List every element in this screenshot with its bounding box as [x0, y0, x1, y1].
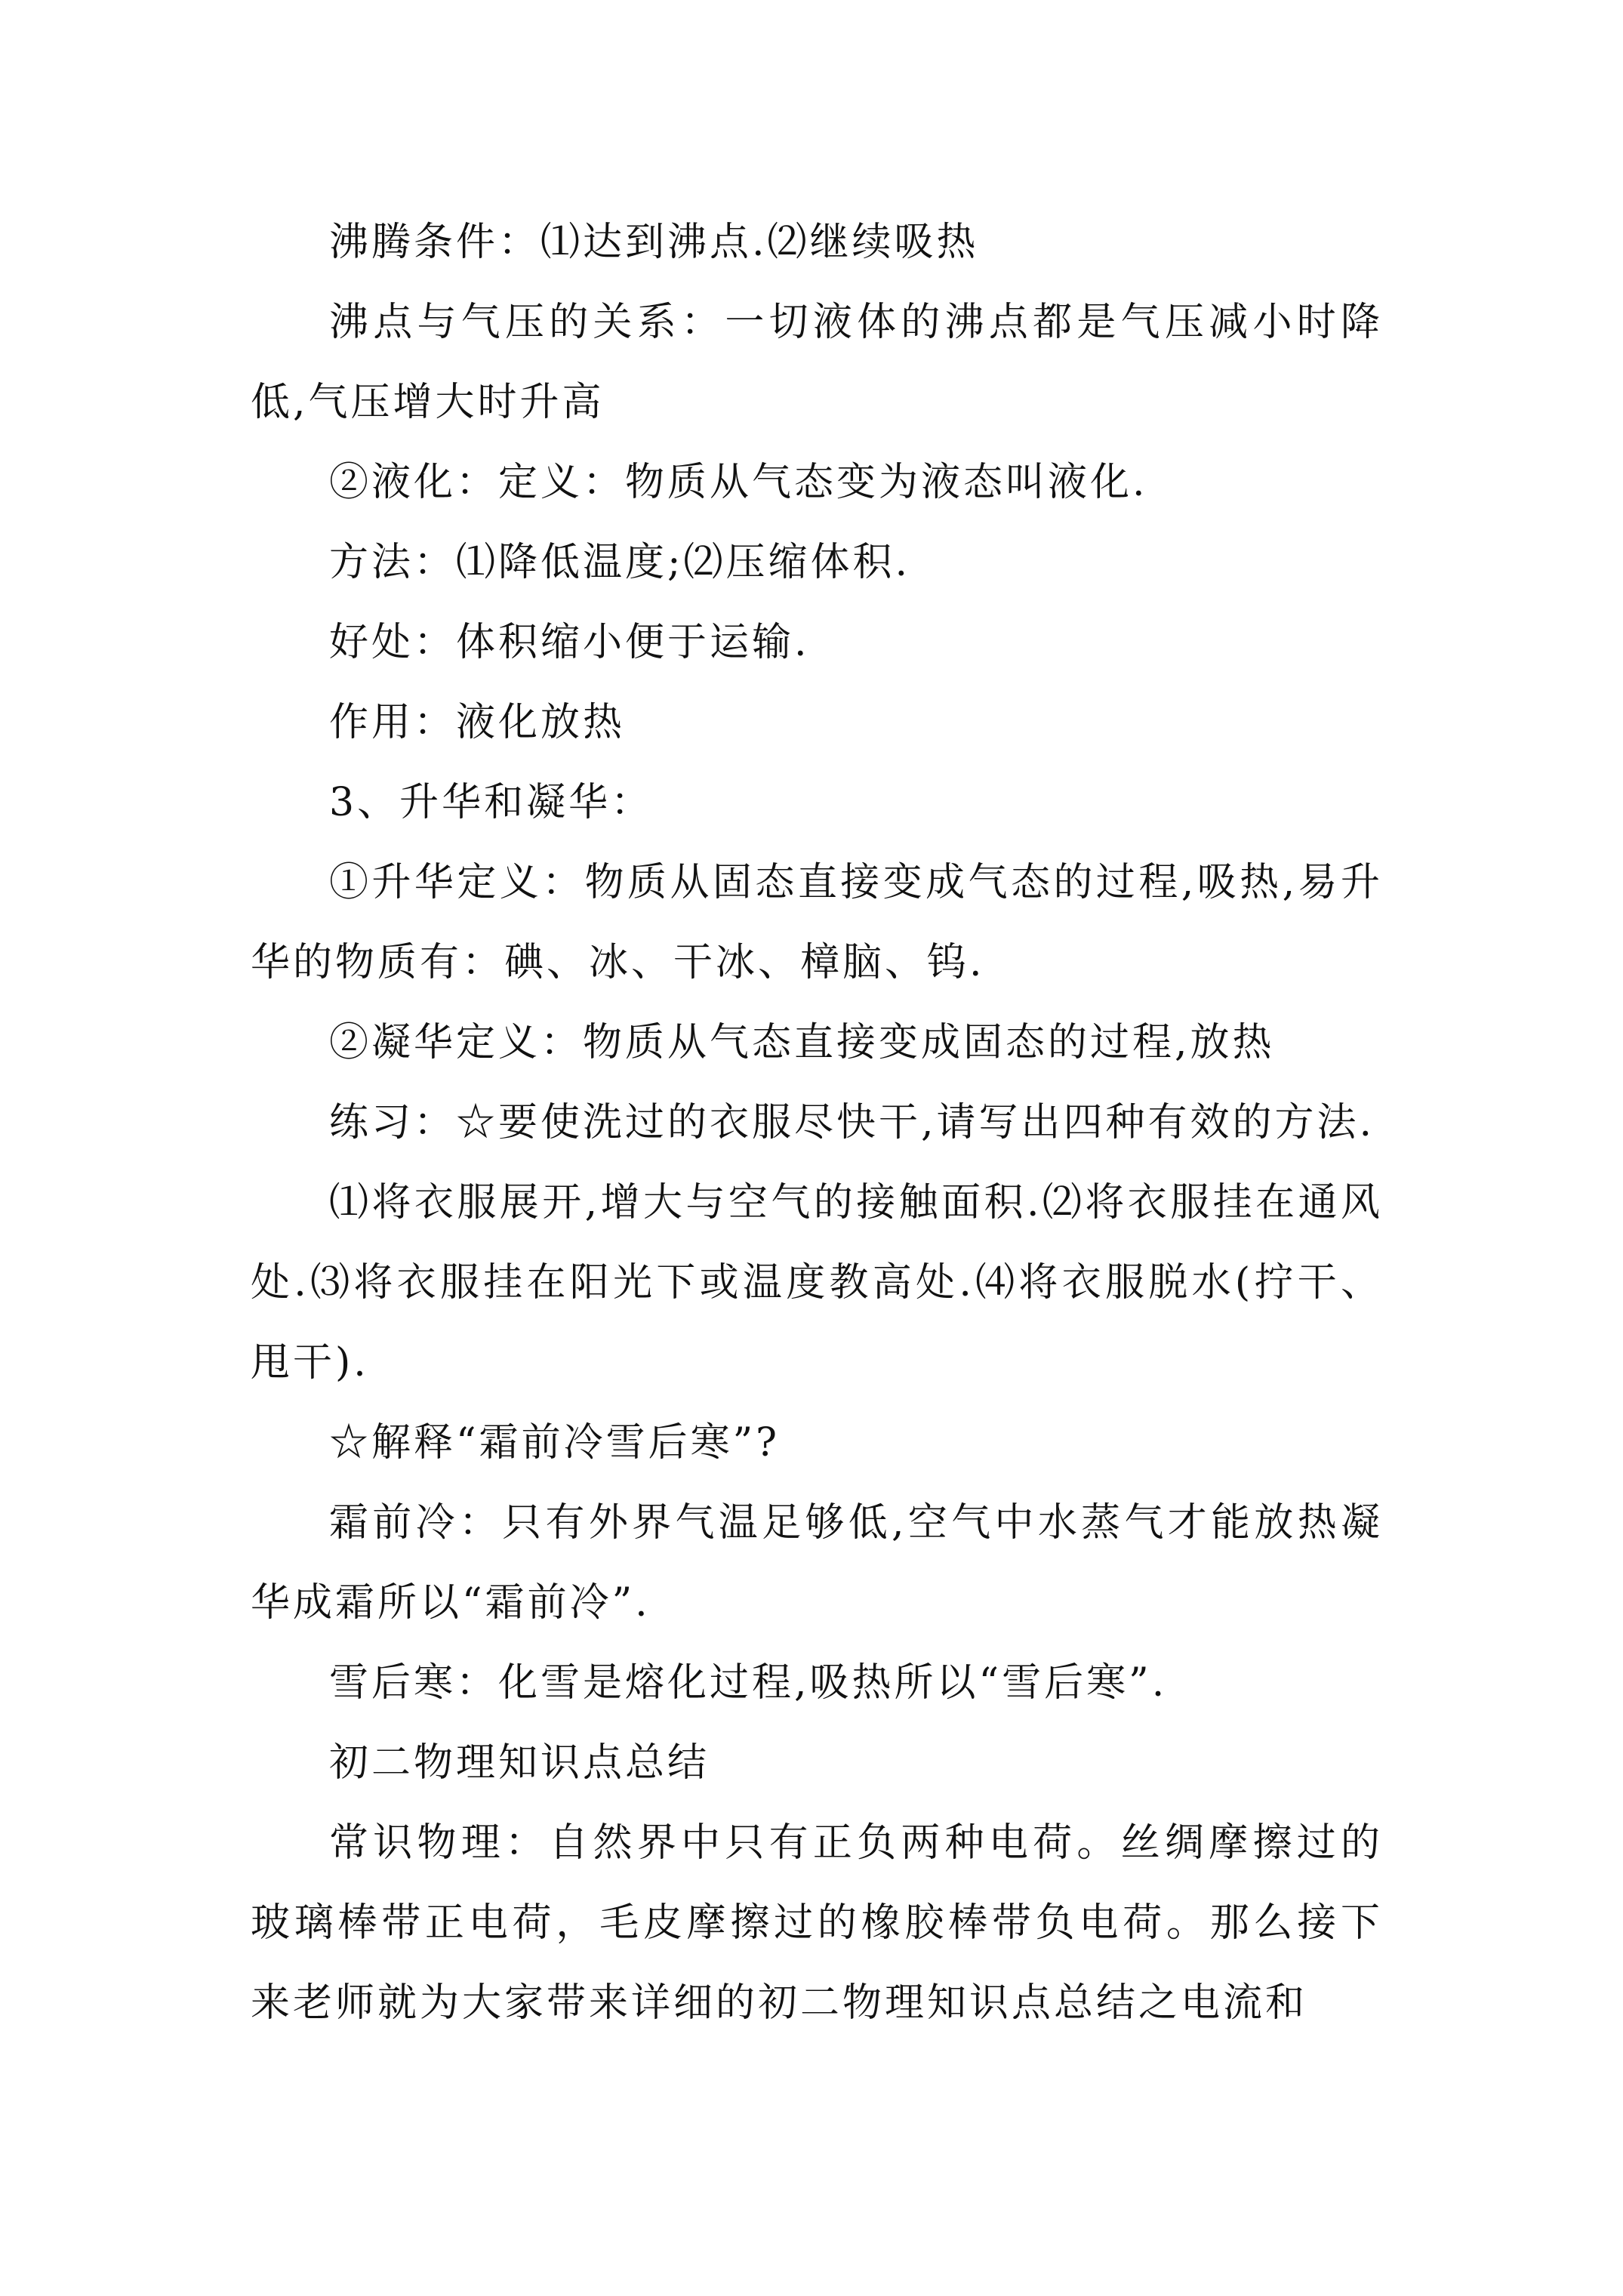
paragraph-boiling-point-pressure: 沸点与气压的关系：一切液体的沸点都是气压减小时降低,气压增大时升高 [251, 300, 1383, 425]
paragraph-charge-knowledge: 常识物理：自然界中只有正负两种电荷。丝绸摩擦过的玻璃棒带正电荷，毛皮摩擦过的橡胶棒带负电荷。那么接下来老师就为大家带来详细的初二物理知识点总结之电流和 [251, 1820, 1383, 2026]
paragraph-liquefaction-effect: 作用：液化放热 [329, 700, 626, 745]
document-body [251, 202, 1383, 2043]
paragraph-frost-answer: 霜前冷：只有外界气温足够低,空气中水蒸气才能放热凝华成霜所以“霜前冷”. [251, 1500, 1383, 1626]
paragraph-sublimation-definition: ①升华定义：物质从固态直接变成气态的过程,吸热,易升华的物质有：碘、冰、干冰、樟脑、钨. [251, 860, 1383, 985]
paragraph-snow-answer: 雪后寒：化雪是熔化过程,吸热所以“雪后寒”. [329, 1660, 1168, 1706]
paragraph-boiling-conditions: 沸腾条件：⑴达到沸点.⑵继续吸热 [329, 220, 979, 265]
paragraph-deposition-definition: ②凝华定义：物质从气态直接变成固态的过程,放热 [329, 1020, 1275, 1065]
paragraph-liquefaction-benefit: 好处：体积缩小便于运输. [329, 620, 810, 665]
paragraph-sublimation-heading: 3、升华和凝华： [329, 780, 654, 825]
paragraph-section-title: 初二物理知识点总结 [329, 1740, 710, 1786]
paragraph-exercise-answer: ⑴将衣服展开,增大与空气的接触面积.⑵将衣服挂在通风处.⑶将衣服挂在阳光下或温度教高处.⑷将衣服脱水(拧干、甩干). [251, 1180, 1383, 1385]
paragraph-liquefaction-methods: 方法：⑴降低温度;⑵压缩体积. [329, 540, 911, 585]
paragraph-frost-question: ☆解释“霜前冷雪后寒”? [329, 1420, 781, 1465]
paragraph-exercise-question: 练习：☆要使洗过的衣服尽快干,请写出四种有效的方法. [329, 1100, 1375, 1145]
paragraph-liquefaction-definition: ②液化：定义：物质从气态变为液态叫液化. [329, 460, 1148, 505]
